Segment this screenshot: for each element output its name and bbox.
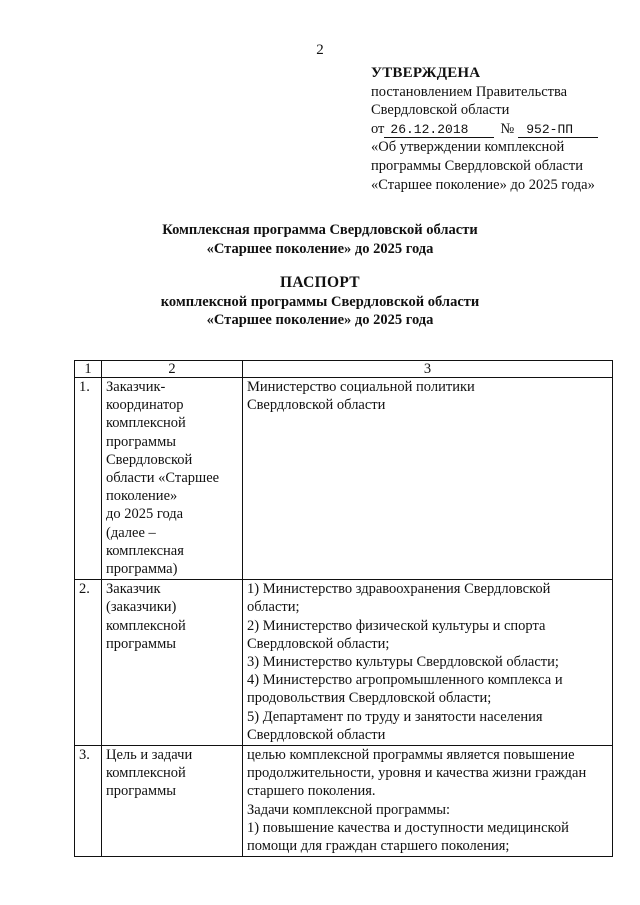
row-number: 1. — [75, 378, 102, 580]
passport-subtitle-line: «Старшее поколение» до 2025 года — [206, 312, 434, 328]
row-label-line: программы — [106, 635, 176, 652]
passport-heading: ПАСПОРТ — [280, 274, 360, 291]
row-value-line: старшего поколения. — [247, 783, 376, 800]
row-label-line: комплексная — [106, 542, 184, 559]
row-label-line: координатор — [106, 397, 184, 414]
row-value-line: 5) Департамент по труду и занятости населения — [247, 708, 543, 725]
row-label-line: поколение» — [106, 488, 178, 505]
table-row — [75, 746, 613, 857]
row-label-line: (заказчики) — [106, 599, 177, 616]
column-header: 3 — [243, 361, 613, 378]
row-value-line: области; — [247, 599, 300, 616]
row-value-line: 4) Министерство агропромышленного комплекса и — [247, 672, 563, 689]
approval-line-2: Свердловской области — [371, 102, 510, 119]
program-title — [0, 221, 640, 258]
approval-subject-line: программы Свердловской области — [371, 157, 584, 174]
row-label-line: Цель и задачи — [106, 747, 193, 764]
row-label-line: Свердловской — [106, 451, 193, 468]
row-label-line: программы — [106, 433, 176, 450]
page-number: 2 — [316, 42, 324, 58]
row-label — [102, 580, 243, 746]
row-label-line: до 2025 года — [106, 506, 184, 523]
table-header-row — [75, 361, 613, 378]
row-value-line: Министерство социальной политики — [247, 379, 475, 395]
row-value — [243, 580, 613, 746]
program-title-line: «Старшее поколение» до 2025 года — [206, 240, 434, 257]
row-value-line: Свердловской области; — [247, 635, 390, 652]
row-value-line: продолжительности, уровня и качества жизни граждан — [247, 765, 587, 782]
row-value — [243, 378, 613, 580]
program-title-line: Комплексная программа Свердловской области — [162, 222, 478, 238]
column-header: 2 — [102, 361, 243, 378]
number-prefix: № — [500, 120, 515, 137]
row-value-line: продовольствия Свердловской области; — [247, 690, 492, 707]
row-label-line: программы — [106, 783, 176, 800]
approval-subject-line: «Старшее поколение» до 2025 года» — [371, 176, 595, 193]
row-value — [243, 746, 613, 857]
approval-date-line — [371, 120, 621, 139]
row-value-line: 1) повышение качества и доступности медицинской — [247, 819, 569, 836]
approval-stamp-block — [371, 64, 621, 194]
passport-table — [74, 360, 613, 857]
row-value-line: Свердловской области — [247, 726, 386, 743]
row-label-line: комплексной — [106, 617, 186, 634]
row-label-line: области «Старшее — [106, 470, 220, 487]
approval-date: 26.12.2018 — [384, 123, 494, 138]
row-label-line: Заказчик — [106, 581, 161, 598]
passport-subtitle-line: комплексной программы Свердловской области — [160, 293, 480, 310]
table-row — [75, 378, 613, 580]
approval-stamp-title: УТВЕРЖДЕНА — [371, 65, 481, 81]
row-number: 2. — [75, 580, 102, 746]
column-header: 1 — [75, 361, 102, 378]
row-label — [102, 378, 243, 580]
row-value-line: помощи для граждан старшего поколения; — [247, 838, 510, 855]
approval-number: 952-ПП — [518, 123, 598, 138]
passport-title-block — [0, 274, 640, 330]
row-number: 3. — [75, 746, 102, 857]
row-label-line: Заказчик- — [106, 379, 166, 395]
row-value-line: целью комплексной программы является повышение — [247, 747, 575, 764]
date-prefix: от — [371, 120, 385, 137]
table-row — [75, 580, 613, 746]
row-label — [102, 746, 243, 857]
approval-subject-line: «Об утверждении комплексной — [371, 139, 565, 156]
row-label-line: комплексной — [106, 415, 186, 432]
row-value-line: 2) Министерство физической культуры и спорта — [247, 617, 546, 634]
row-value-line: Свердловской области — [247, 397, 386, 414]
row-value-line: Задачи комплексной программы: — [247, 801, 451, 818]
row-label-line: программа) — [106, 561, 178, 578]
row-label-line: комплексной — [106, 765, 186, 782]
row-value-line: 3) Министерство культуры Свердловской области; — [247, 654, 559, 671]
row-label-line: (далее – — [106, 524, 156, 541]
row-value-line: 1) Министерство здравоохранения Свердловской — [247, 581, 551, 598]
approval-line-1: постановлением Правительства — [371, 83, 568, 100]
